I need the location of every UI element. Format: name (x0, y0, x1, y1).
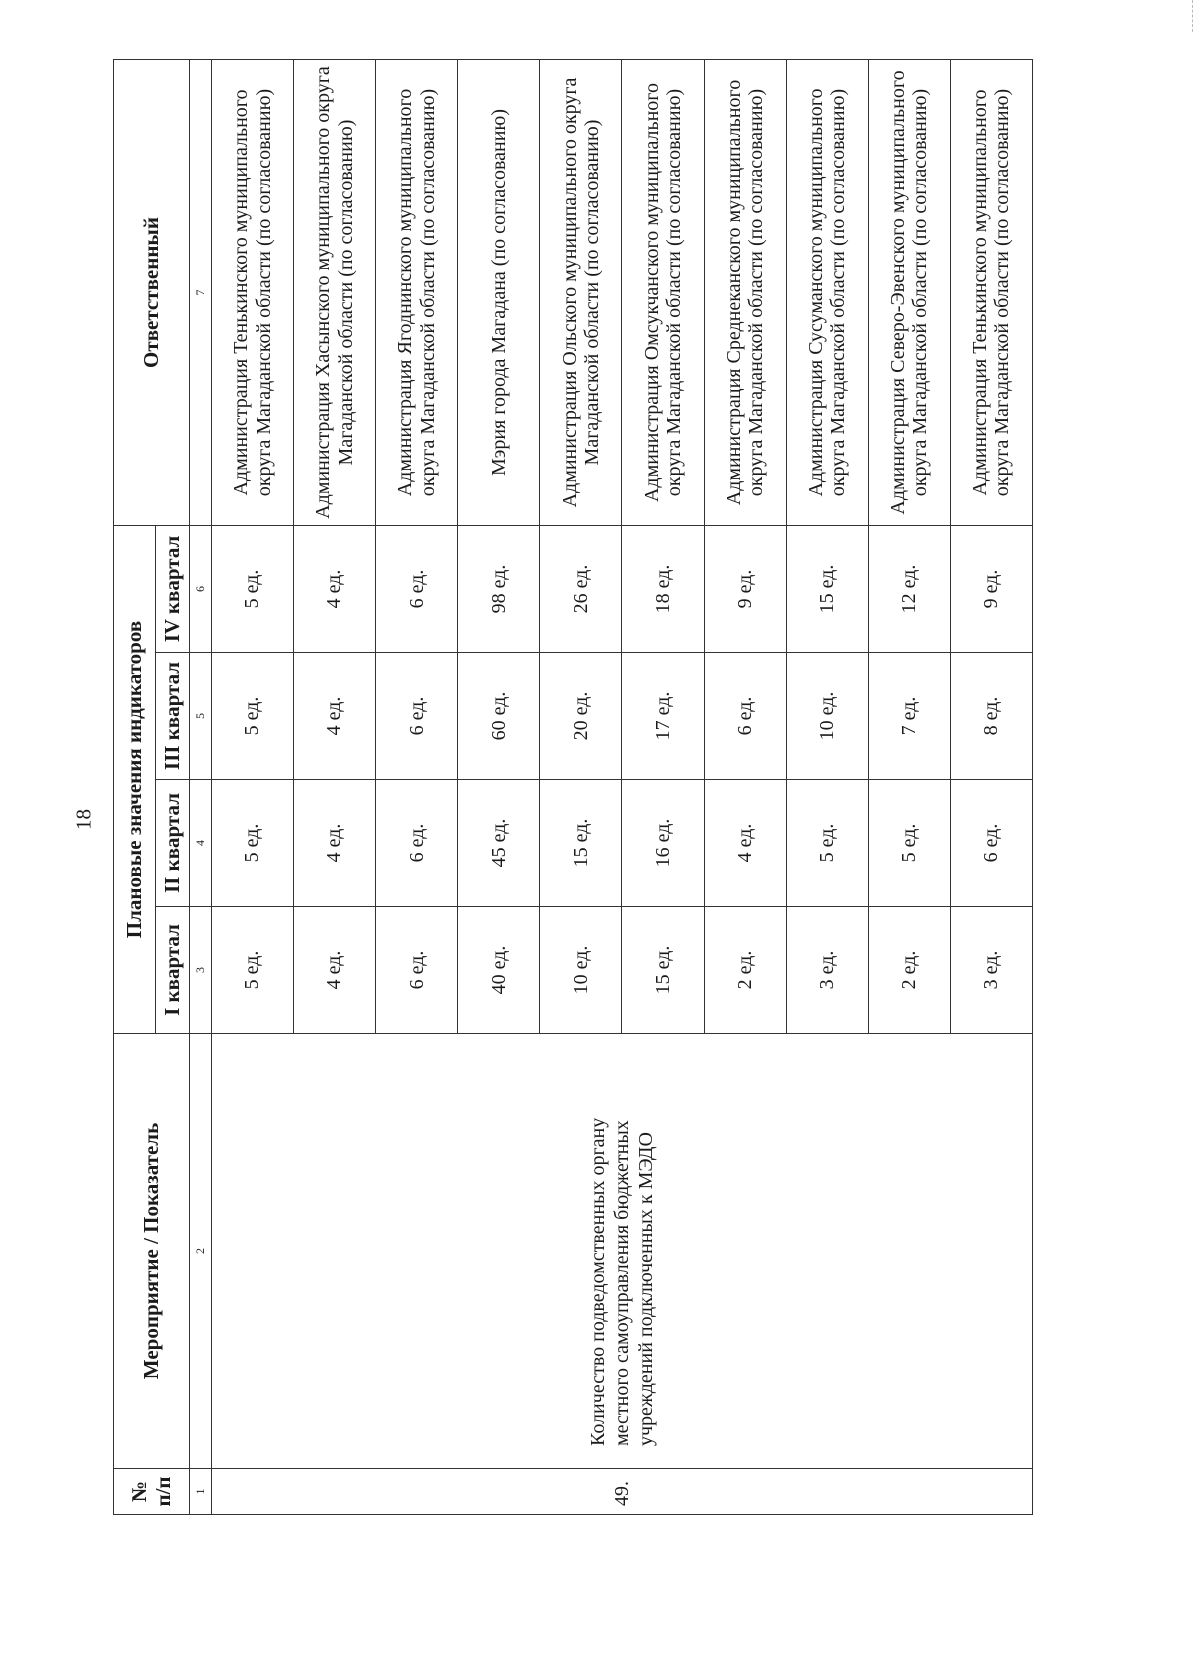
q2-value: 45 ед. (458, 780, 540, 907)
q3-value: 20 ед. (540, 653, 622, 780)
header-event: Мероприятие / Показатель (114, 1034, 190, 1469)
header-q2: II квартал (156, 780, 190, 907)
responsible-value: Мэрия города Магадана (по согласованию) (458, 60, 540, 526)
responsible-value: Администрация Среднеканского муниципального округа Магаданской области (по согласованию) (704, 60, 786, 526)
q3-value: 17 ед. (622, 653, 704, 780)
item-number: 49. (212, 1469, 1033, 1515)
q2-value: 16 ед. (622, 780, 704, 907)
column-number: 4 (190, 780, 212, 907)
responsible-value: Администрация Омсукчанского муниципального округа Магаданской области (по согласованию) (622, 60, 704, 526)
header-responsible: Ответственный (114, 60, 190, 526)
q1-value: 6 ед. (376, 907, 458, 1034)
column-number: 2 (190, 1034, 212, 1469)
header-row-top (114, 60, 156, 1515)
q2-value: 15 ед. (540, 780, 622, 907)
rotated-table-wrapper (113, 60, 1033, 1515)
q1-value: 2 ед. (868, 907, 950, 1034)
header-q3: III квартал (156, 653, 190, 780)
q2-value: 4 ед. (704, 780, 786, 907)
header-q4: IV квартал (156, 526, 190, 653)
q2-value: 4 ед. (294, 780, 376, 907)
q4-value: 9 ед. (950, 526, 1032, 653)
column-number: 7 (190, 60, 212, 526)
q4-value: 5 ед. (212, 526, 294, 653)
column-number: 1 (190, 1469, 212, 1515)
responsible-value: Администрация Сусуманского муниципального округа Магаданской области (по согласованию) (786, 60, 868, 526)
indicators-table (113, 59, 1033, 1515)
q3-value: 5 ед. (212, 653, 294, 780)
responsible-value: Администрация Тенькинского муниципального округа Магаданской области (по согласованию) (950, 60, 1032, 526)
q1-value: 5 ед. (212, 907, 294, 1034)
q1-value: 3 ед. (786, 907, 868, 1034)
column-number: 5 (190, 653, 212, 780)
table-row (212, 60, 294, 1515)
column-number: 3 (190, 907, 212, 1034)
q4-value: 98 ед. (458, 526, 540, 653)
q2-value: 6 ед. (950, 780, 1032, 907)
q1-value: 10 ед. (540, 907, 622, 1034)
indicator-text: Количество подведомственных органу местного самоуправления бюджетных учреждений подключенных к МЭДО (212, 1034, 1033, 1469)
header-q1: I квартал (156, 907, 190, 1034)
responsible-value: Администрация Ольского муниципального округа Магаданской области (по согласованию) (540, 60, 622, 526)
q1-value: 2 ед. (704, 907, 786, 1034)
q4-value: 9 ед. (704, 526, 786, 653)
q3-value: 4 ед. (294, 653, 376, 780)
q1-value: 40 ед. (458, 907, 540, 1034)
q4-value: 18 ед. (622, 526, 704, 653)
q1-value: 15 ед. (622, 907, 704, 1034)
q4-value: 26 ед. (540, 526, 622, 653)
q3-value: 10 ед. (786, 653, 868, 780)
q4-value: 15 ед. (786, 526, 868, 653)
scan-edge-mark (1192, 0, 1194, 32)
column-number: 6 (190, 526, 212, 653)
q3-value: 6 ед. (376, 653, 458, 780)
q4-value: 12 ед. (868, 526, 950, 653)
q1-value: 3 ед. (950, 907, 1032, 1034)
q3-value: 6 ед. (704, 653, 786, 780)
q2-value: 5 ед. (212, 780, 294, 907)
q2-value: 5 ед. (868, 780, 950, 907)
q2-value: 5 ед. (786, 780, 868, 907)
page-number: 18 (71, 809, 96, 830)
header-num: № п/п (114, 1469, 190, 1515)
column-number-row (190, 60, 212, 1515)
q4-value: 4 ед. (294, 526, 376, 653)
q2-value: 6 ед. (376, 780, 458, 907)
q1-value: 4 ед. (294, 907, 376, 1034)
responsible-value: Администрация Тенькинского муниципального округа Магаданской области (по согласованию) (212, 60, 294, 526)
header-planned-values: Плановые значения индикаторов (114, 526, 156, 1034)
q4-value: 6 ед. (376, 526, 458, 653)
responsible-value: Администрация Хасынского муниципального округа Магаданской области (по согласованию) (294, 60, 376, 526)
q3-value: 8 ед. (950, 653, 1032, 780)
responsible-value: Администрация Ягоднинского муниципального округа Магаданской области (по согласованию) (376, 60, 458, 526)
responsible-value: Администрация Северо-Эвенского муниципального округа Магаданской области (по согласованию) (868, 60, 950, 526)
q3-value: 60 ед. (458, 653, 540, 780)
q3-value: 7 ед. (868, 653, 950, 780)
